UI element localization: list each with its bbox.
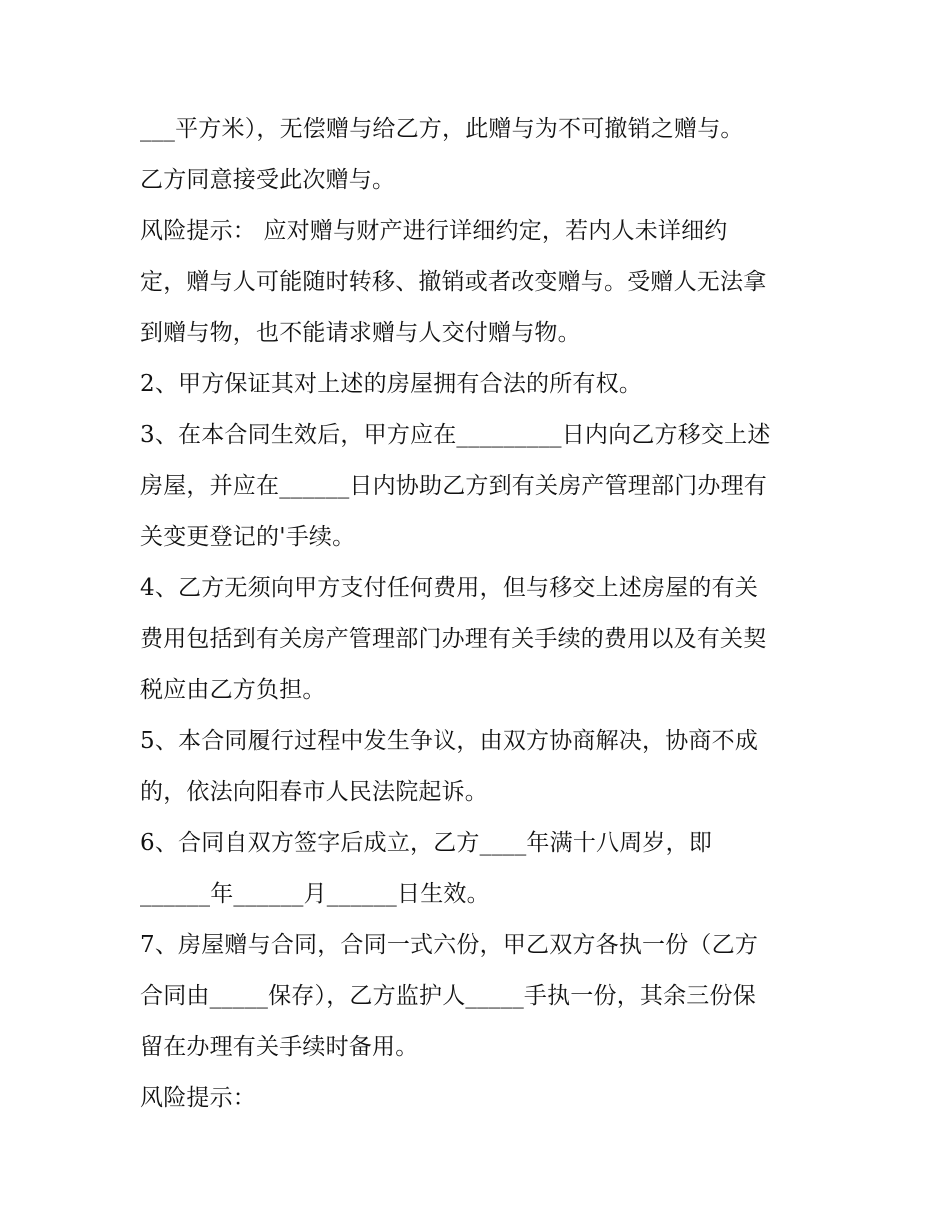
text-line: 到赠与物，也不能请求赠与人交付赠与物。 [140,320,581,346]
text-line: 合同由_____保存），乙方监护人_____手执一份，其余三份保 [140,983,756,1009]
text-line: 6、合同自双方签字后成立，乙方____年满十八周岁，即 [140,830,713,856]
text-line: 2、甲方保证其对上述的房屋拥有合法的所有权。 [140,371,643,397]
text-line: 5、本合同履行过程中发生争议，由双方协商解决，协商不成 [140,728,759,754]
text-line: 房屋，并应在______日内协助乙方到有关房产管理部门办理有 [140,473,767,499]
text-line: 定，赠与人可能随时转移、撤销或者改变赠与。受赠人无法拿 [140,269,767,295]
text-line: 乙方同意接受此次赠与。 [140,167,396,193]
text-line: 税应由乙方负担。 [140,677,326,703]
document-body [140,104,830,1124]
text-line: 关变更登记的'手续。 [140,524,356,550]
text-line: ___平方米），无偿赠与给乙方，此赠与为不可撤销之赠与。 [140,116,744,142]
text-line: 的，依法向阳春市人民法院起诉。 [140,779,488,805]
text-line: 3、在本合同生效后，甲方应在_________日内向乙方移交上述 [140,422,771,448]
text-line: 7、房屋赠与合同，合同一式六份，甲乙双方各执一份（乙方 [140,932,759,958]
text-line: 风险提示： 应对赠与财产进行详细约定，若内人未详细约 [140,218,728,244]
text-line: 留在办理有关手续时备用。 [140,1034,419,1060]
text-line: 费用包括到有关房产管理部门办理有关手续的费用以及有关契 [140,626,767,652]
text-line: ______年______月______日生效。 [140,881,490,907]
text-line: 4、乙方无须向甲方支付任何费用，但与移交上述房屋的有关 [140,575,759,601]
text-line: 风险提示： [140,1085,256,1111]
